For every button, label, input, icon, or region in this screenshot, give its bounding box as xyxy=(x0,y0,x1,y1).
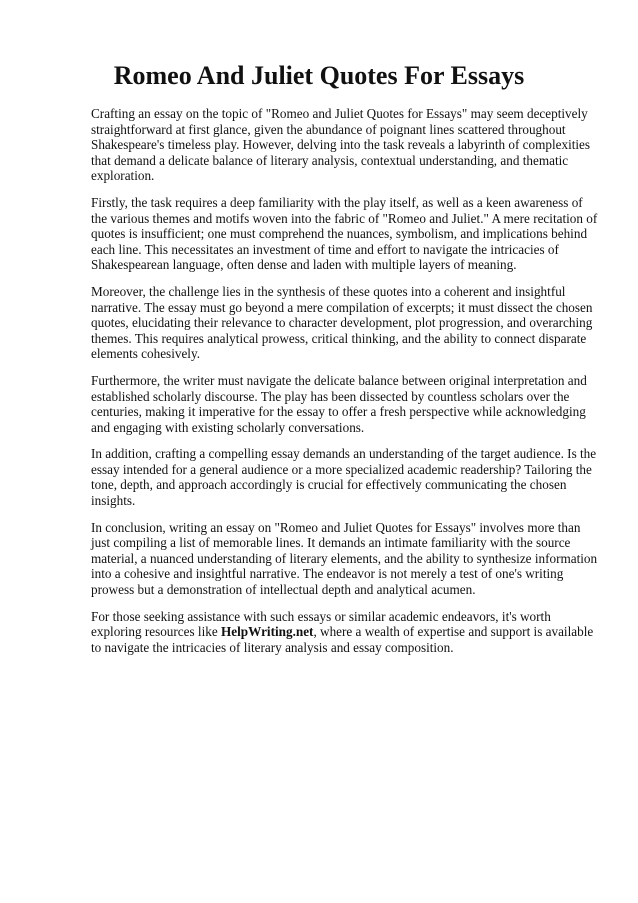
paragraph-conclusion: In conclusion, writing an essay on "Romeo and Juliet Quotes for Essays" involves more than just compiling a list of memorable lines. It demands an intimate familiarity with the source material, a nuanced understanding of literary elements, and the ability to synthesize information into a cohesive and insightful narrative. The endeavor is not merely a test of one's writing prowess but a demonstration of intellectual depth and analytical acumen. xyxy=(91,519,598,598)
resources-text-before: For those seeking assistance with such essays or similar academic endeavors, it's worth exploring resources like xyxy=(91,608,551,640)
paragraph-intro: Crafting an essay on the topic of "Romeo and Juliet Quotes for Essays" may seem deceptively straightforward at first glance, given the abundance of poignant lines scattered throughout Shakespeare's timeless play. However, delving into the task reveals a labyrinth of complexities that demand a delicate balance of literary analysis, contextual understanding, and thematic exploration. xyxy=(91,106,591,184)
document-title: Romeo And Juliet Quotes For Essays xyxy=(113,61,525,90)
resources-text-after: , where a wealth of expertise and support is available to navigate the intricacies of literary analysis and essay composition. xyxy=(91,624,594,655)
paragraph-audience: In addition, crafting a compelling essay demands an understanding of the target audience. Is the essay intended for a general audience or a more specialized academic readership? Tailoring the tone, depth, and approach accordingly is crucial for effectively communicating the chosen insights. xyxy=(91,446,597,509)
paragraph-synthesis: Moreover, the challenge lies in the synthesis of these quotes into a coherent and insightful narrative. The essay must go beyond a mere compilation of excerpts; it must dissect the chosen quotes, elucidating their relevance to character development, plot progression, and overarching themes. This requires analytical prowess, critical thinking, and the ability to connect disparate elements cohesively. xyxy=(91,283,593,362)
document-body xyxy=(91,106,601,666)
helpwriting-link[interactable]: HelpWriting.net xyxy=(221,624,314,640)
paragraph-interpretation: Furthermore, the writer must navigate the delicate balance between original interpretation and established scholarly discourse. The play has been dissected by countless scholars over the centuries, making it imperative for the essay to offer a fresh perspective while acknowledging and engaging with existing scholarly conversations. xyxy=(91,372,587,435)
paragraph-familiarity: Firstly, the task requires a deep familiarity with the play itself, as well as a keen awareness of the various themes and motifs woven into the fabric of "Romeo and Juliet." A mere recitation of quotes is insufficient; one must comprehend the nuances, symbolism, and implications behind each line. This necessitates an investment of time and effort to navigate the intricacies of Shakespearean language, often dense and laden with multiple layers of meaning. xyxy=(91,194,598,273)
paragraph-resources xyxy=(91,609,601,656)
